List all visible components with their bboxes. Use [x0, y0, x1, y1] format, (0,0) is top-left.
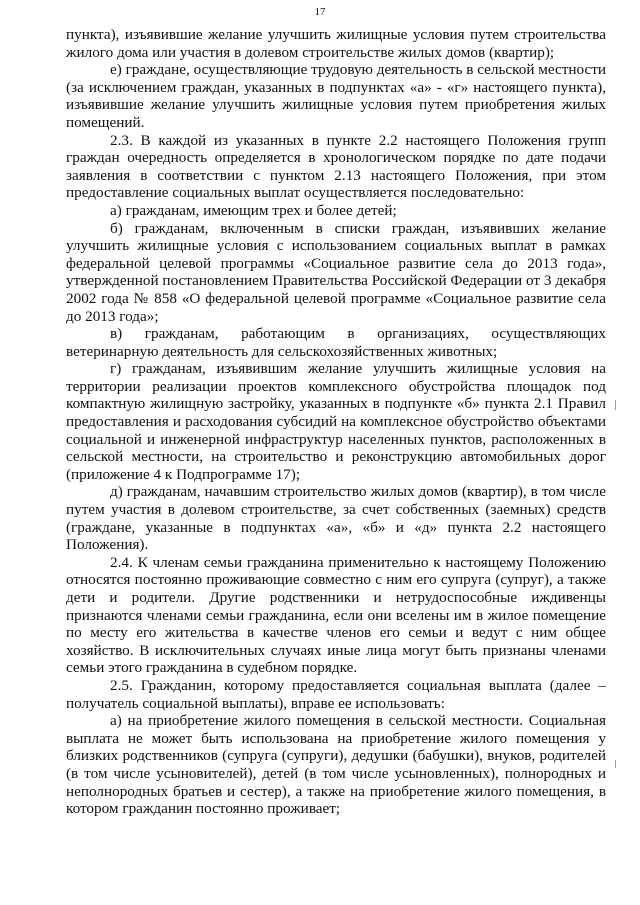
paragraph-2-4: 2.4. К членам семьи гражданина применительно к настоящему Положению относятся постоянно проживающие совместно с ним его супруга (супруг), а также дети и родители. Другие родственники и нетрудоспособные иждивенцы признаются членами семьи гражданина, если они вселены им в жилое помещение по месту его жительства в качестве членов его семьи и ведут с ним общее хозяйство. В исключительных случаях иные лица могут быть признаны членами семьи этого гражданина в судебном порядке. — [66, 553, 606, 677]
document-body — [66, 26, 606, 818]
paragraph-2-3: 2.3. В каждой из указанных в пункте 2.2 настоящего Положения групп граждан очередность определяется в хронологическом порядке по дате подачи заявления в соответствии с пунктом 2.13 настоящего Положения, при этом предоставление социальных выплат осуществляется последовательно: — [66, 131, 606, 202]
paragraph-item-a: а) гражданам, имеющим трех и более детей; — [110, 201, 397, 219]
paragraph-2-5: 2.5. Гражданин, которому предоставляется социальная выплата (далее – получатель социальной выплаты), вправе ее использовать: — [66, 676, 606, 712]
scan-edge-mark — [615, 400, 616, 410]
paragraph-2-5-a: а) на приобретение жилого помещения в сельской местности. Социальная выплата не может быть использована на приобретение жилого помещения у близких родственников (супруга (супруги), дедушки (бабушки), внуков, родителей (в том числе усыновителей), детей (в том числе усыновленных), полнородных и неполнородных братьев и сестер), а также на приобретение жилого помещения, в котором гражданин постоянно проживает; — [66, 712, 606, 818]
paragraph-item-e: е) граждане, осуществляющие трудовую деятельность в сельской местности (за исключением граждан, указанных в подпунктах «а» - «г» настоящего пункта), изъявившие желание улучшить жилищные условия путем приобретения жилых помещений. — [66, 61, 606, 131]
paragraph-item-d: д) гражданам, начавшим строительство жилых домов (квартир), в том числе путем участия в долевом строительстве, за счет собственных (заемных) средств (граждане, указанные в подпунктах «а», «б» и «д» пункта 2.2 настоящего Положения). — [66, 483, 606, 554]
paragraph-continuation: пункта), изъявившие желание улучшить жилищные условия путем строительства жилого дома или участия в долевом строительстве жилых домов (квартир); — [66, 26, 606, 61]
paragraph-item-b: б) гражданам, включенным в списки граждан, изъявивших желание улучшить жилищные условия с использованием социальных выплат в рамках федеральной целевой программы «Социальное развитие села до 2013 года», утвержденной постановлением Правительства Российской Федерации от 3 декабря 2002 года № 858 «О федеральной целевой программе «Социальное развитие села до 2013 года»; — [66, 219, 606, 325]
paragraph-item-v: в) гражданам, работающим в организациях, осуществляющих ветеринарную деятельность для сельскохозяйственных животных; — [66, 325, 606, 360]
page-number: 17 — [314, 6, 326, 18]
scan-edge-mark — [615, 760, 616, 768]
paragraph-item-g: г) гражданам, изъявившим желание улучшить жилищные условия на территории реализации проектов комплексного обустройства площадок под компактную жилищную застройку, указанных в подпункте «б» пункта 2.1 Правил предоставления и расходования субсидий на комплексное обустройство объектами социальной и инженерной инфраструктур населенных пунктов, расположенных в сельской местности, на строительство и реконструкцию автомобильных дорог (приложение 4 к Подпрограмме 17); — [66, 360, 606, 483]
